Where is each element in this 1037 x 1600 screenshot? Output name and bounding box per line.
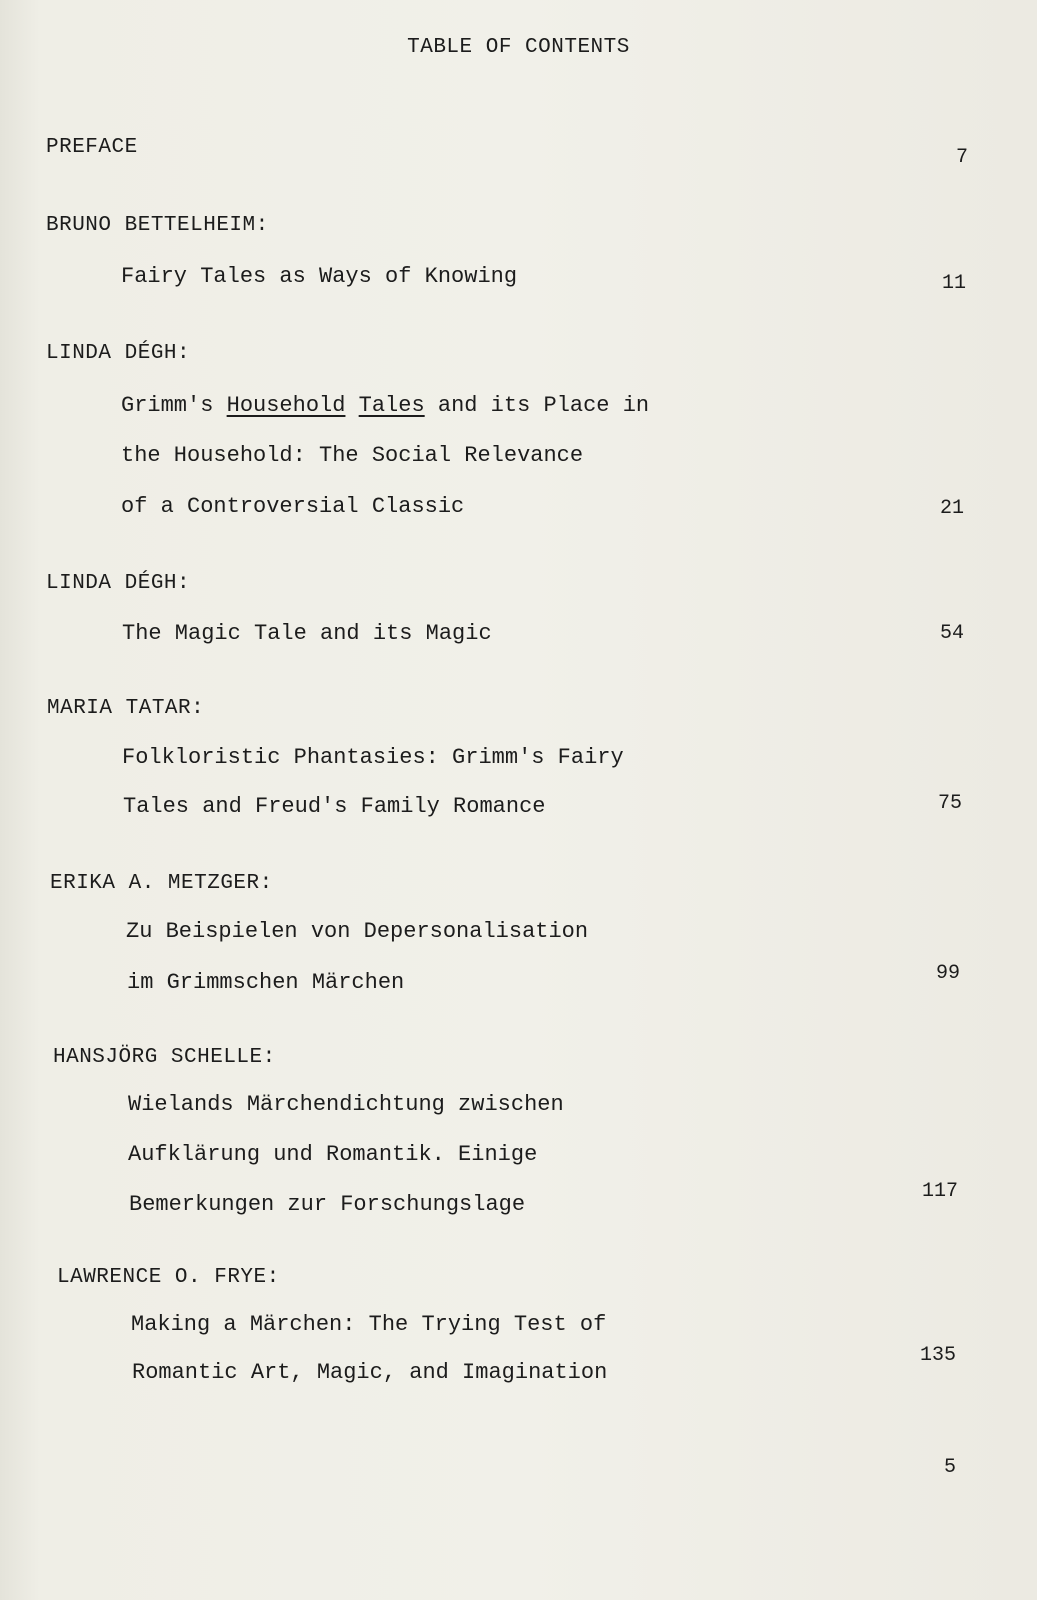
toc-page-number: 7 — [955, 146, 968, 169]
underlined-title-word: Tales — [358, 393, 425, 418]
toc-page-number: 135 — [919, 1344, 956, 1367]
toc-title-line: Tales and Freud's Family Romance — [123, 794, 546, 819]
toc-author: HANSJÖRG SCHELLE: — [53, 1046, 276, 1069]
toc-author: LAWRENCE O. FRYE: — [57, 1266, 280, 1289]
toc-author: LINDA DÉGH: — [46, 342, 191, 365]
toc-title-line: Romantic Art, Magic, and Imagination — [132, 1360, 608, 1385]
toc-title-line: The Magic Tale and its Magic — [122, 621, 492, 646]
toc-author: BRUNO BETTELHEIM: — [46, 214, 269, 237]
toc-title-line: Grimm's Household Tales and its Place in — [121, 393, 650, 418]
toc-title-line: Wielands Märchendichtung zwischen — [128, 1092, 564, 1117]
toc-title-line: Fairy Tales as Ways of Knowing — [121, 264, 518, 289]
toc-author: MARIA TATAR: — [47, 697, 205, 720]
toc-title-line: Aufklärung und Romantik. Einige — [128, 1142, 538, 1167]
toc-page-number: 21 — [939, 497, 964, 520]
toc-page-number: 11 — [941, 272, 966, 295]
toc-author: LINDA DÉGH: — [46, 572, 191, 595]
footer-page-number: 5 — [943, 1456, 956, 1479]
toc-title-line: the Household: The Social Relevance — [121, 443, 584, 468]
toc-page-number: 75 — [937, 792, 962, 815]
toc-page-number: 99 — [935, 962, 960, 985]
toc-title-line: Bemerkungen zur Forschungslage — [129, 1192, 526, 1217]
underlined-title-word: Household — [226, 393, 346, 418]
toc-page-number: 117 — [921, 1180, 958, 1203]
toc-page-number: 54 — [939, 622, 964, 645]
toc-title-line: of a Controversial Classic — [121, 494, 465, 519]
toc-title-line: Folkloristic Phantasies: Grimm's Fairy — [122, 745, 624, 770]
toc-title-line: im Grimmschen Märchen — [127, 970, 405, 995]
toc-heading-preface: PREFACE — [46, 136, 138, 159]
toc-title-line: Zu Beispielen von Depersonalisation — [126, 919, 589, 944]
toc-title-line: Making a Märchen: The Trying Test of — [131, 1312, 607, 1337]
toc-author: ERIKA A. METZGER: — [50, 872, 273, 895]
page-title: TABLE OF CONTENTS — [407, 36, 630, 59]
